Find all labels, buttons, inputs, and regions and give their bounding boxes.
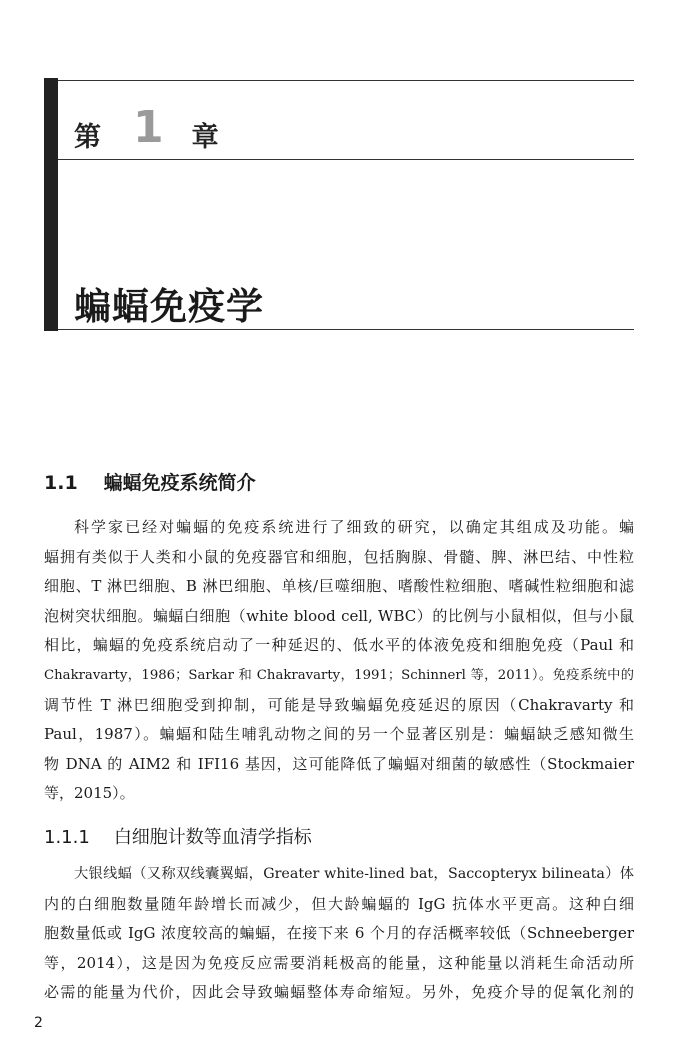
paragraph-line: 蝠拥有类似于人类和小鼠的免疫器官和细胞，包括胸腺、骨髓、脾、淋巴结、中性粒: [44, 547, 634, 566]
paragraph-line: 等，2014），这是因为免疫反应需要消耗极高的能量，这种能量以消耗生命活动所: [44, 953, 634, 972]
paragraph-line: Chakravarty，1986；Sarkar 和 Chakravarty，1991；Schinnerl 等，2011）。免疫系统中的: [44, 667, 634, 683]
chapter-middle-rule: [58, 159, 634, 160]
paragraph-line: 科学家已经对蝙蝠的免疫系统进行了细致的研究，以确定其组成及功能。蝙: [74, 518, 634, 536]
page-number: 2: [34, 1015, 43, 1031]
chapter-suffix: 章: [191, 122, 219, 153]
body-paragraph-2: [44, 860, 634, 1008]
paragraph-line: 内的白细胞数量随年龄增长而减少，但大龄蝙蝠的 IgG 抗体水平更高。这种白细: [44, 894, 634, 913]
paragraph-line: 大银线蝠（又称双线囊翼蝠，Greater white-lined bat，Saccopteryx bilineata）体: [74, 866, 634, 882]
subsection-title: 白细胞计数等血清学指标: [113, 827, 312, 848]
section-number: 1.1: [44, 472, 78, 494]
section-heading: [44, 468, 256, 495]
body-paragraph-1: [44, 513, 634, 809]
paragraph-line: 相比，蝙蝠的免疫系统启动了一种延迟的、低水平的体液免疫和细胞免疫（Paul 和: [44, 636, 634, 655]
subsection-number: 1.1.1: [44, 827, 90, 848]
chapter-number: 1: [133, 102, 164, 153]
paragraph-line: 调节性 T 淋巴细胞受到抑制，可能是导致蝙蝠免疫延迟的原因（Chakravarty 和: [44, 695, 634, 714]
paragraph-line: 胞数量低或 IgG 浓度较高的蝙蝠，在接下来 6 个月的存活概率较低（Schneeberger: [44, 924, 634, 943]
paragraph-line: 物 DNA 的 AIM2 和 IFI16 基因，这可能降低了蝙蝠对细菌的敏感性（Stockmaier: [44, 754, 634, 773]
paragraph-line: 等，2015）。: [44, 784, 135, 803]
subsection-heading: [44, 823, 312, 849]
section-title: 蝙蝠免疫系统简介: [103, 472, 256, 494]
chapter-top-rule: [58, 80, 634, 81]
paragraph-line: 必需的能量为代价，因此会导致蝙蝠整体寿命缩短。另外，免疫介导的促氧化剂的: [44, 983, 634, 1002]
paragraph-line: 泡树突状细胞。蝙蝠白细胞（white blood cell, WBC）的比例与小鼠相似，但与小鼠: [44, 606, 634, 625]
chapter-prefix: 第: [74, 122, 101, 153]
chapter-title: 蝙蝠免疫学: [74, 285, 264, 328]
paragraph-line: 细胞、T 淋巴细胞、B 淋巴细胞、单核/巨噬细胞、嗜酸性粒细胞、嗜碱性粒细胞和滤: [44, 577, 634, 596]
paragraph-line: Paul，1987）。蝙蝠和陆生哺乳动物之间的另一个显著区别是：蝙蝠缺乏感知微生: [44, 725, 634, 744]
chapter-heading: [74, 98, 219, 154]
chapter-side-bar: [44, 78, 58, 331]
